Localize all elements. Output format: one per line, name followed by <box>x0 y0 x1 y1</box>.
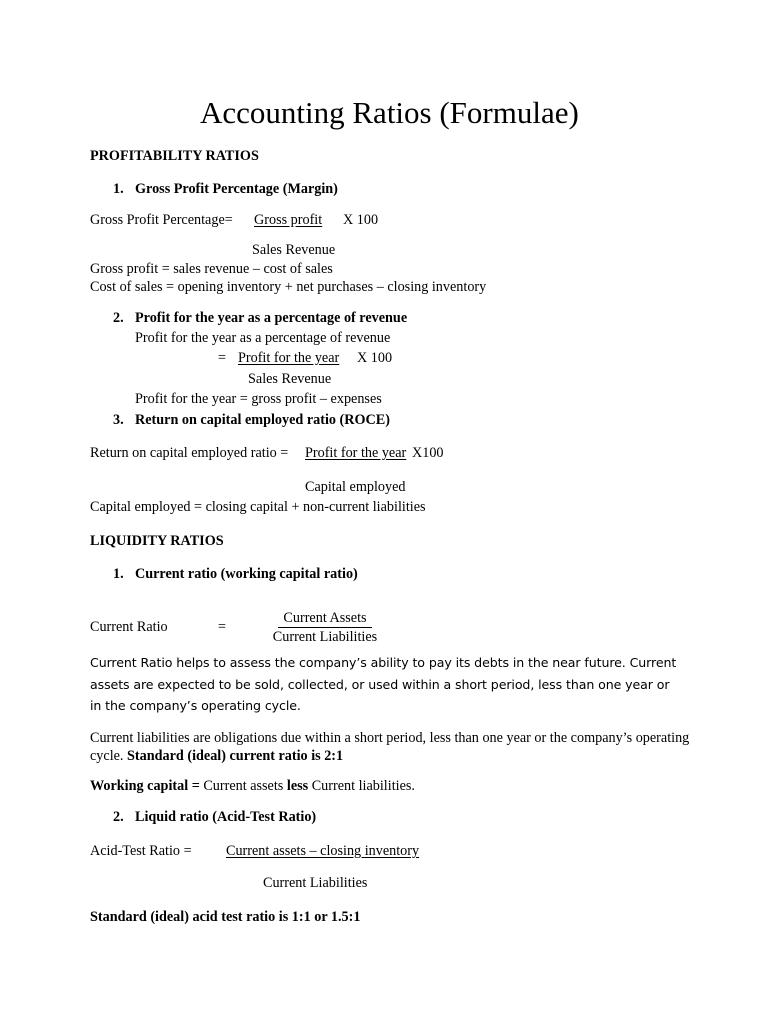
subheading-acid-test: Liquid ratio (Acid-Test Ratio) <box>135 809 317 825</box>
roce-denominator: Capital employed <box>305 479 406 495</box>
current-ratio-label: Current Ratio <box>90 619 168 635</box>
current-ratio-numerator: Current Assets <box>278 609 372 628</box>
item-number: 2. <box>113 809 124 825</box>
roce-numerator: Profit for the year <box>305 445 407 461</box>
item-number: 1. <box>113 566 124 582</box>
current-ratio-equals: = <box>218 619 227 635</box>
gp-formula-label: Gross Profit Percentage= <box>90 212 233 228</box>
section-heading-profitability: PROFITABILITY RATIOS <box>90 148 259 164</box>
working-capital-less: less <box>286 778 309 794</box>
item-number: 1. <box>113 181 124 197</box>
working-capital-b: Current liabilities. <box>311 778 415 794</box>
gp-numerator: Gross profit <box>254 212 323 228</box>
acid-test-standard: Standard (ideal) acid test ratio is 1:1 or 1.5:1 <box>90 909 361 925</box>
gp-multiplier: X 100 <box>343 212 379 228</box>
pfy-multiplier: X 100 <box>357 350 393 366</box>
subheading-profit-for-year: Profit for the year as a percentage of revenue <box>135 310 408 326</box>
subheading-current-ratio: Current ratio (working capital ratio) <box>135 566 358 582</box>
current-ratio-fraction <box>268 609 382 646</box>
item-number: 2. <box>113 310 124 326</box>
current-ratio-denominator: Current Liabilities <box>272 629 378 645</box>
working-capital-label: Working capital = <box>90 778 200 794</box>
pfy-label: Profit for the year as a percentage of revenue <box>135 330 391 346</box>
pfy-numerator: Profit for the year <box>238 350 340 366</box>
acid-test-denominator: Current Liabilities <box>263 875 368 891</box>
capital-employed-definition: Capital employed = closing capital + non-current liabilities <box>90 499 426 515</box>
gp-denominator: Sales Revenue <box>252 242 336 258</box>
acid-test-numerator: Current assets – closing inventory <box>226 843 420 859</box>
working-capital-line <box>90 778 415 795</box>
roce-multiplier: X100 <box>412 445 444 461</box>
current-liabilities-text: Current liabilities are obligations due within a short period, less than one year or the company’s operating cycle. <box>90 730 690 764</box>
pfy-definition: Profit for the year = gross profit – expenses <box>135 391 382 407</box>
acid-test-label: Acid-Test Ratio = <box>90 843 192 859</box>
roce-formula-label: Return on capital employed ratio = <box>90 445 289 461</box>
cost-of-sales-definition: Cost of sales = opening inventory + net purchases – closing inventory <box>90 279 487 295</box>
current-ratio-explanation: Current Ratio helps to assess the company’s ability to pay its debts in the near future. Current assets are expected to be sold, collected, or used within a short period, less than one year or in the company’s operating cycle. <box>90 655 677 713</box>
pfy-equals: = <box>218 350 227 366</box>
pfy-denominator: Sales Revenue <box>248 371 332 387</box>
page-title: Accounting Ratios (Formulae) <box>200 95 579 130</box>
working-capital-a: Current assets <box>203 778 284 794</box>
section-heading-liquidity: LIQUIDITY RATIOS <box>90 533 224 549</box>
subheading-roce: Return on capital employed ratio (ROCE) <box>135 412 390 428</box>
current-liabilities-explanation <box>90 729 690 765</box>
item-number: 3. <box>113 412 124 428</box>
subheading-gross-profit: Gross Profit Percentage (Margin) <box>135 181 338 197</box>
current-ratio-standard: Standard (ideal) current ratio is 2:1 <box>127 748 344 764</box>
gp-definition: Gross profit = sales revenue – cost of sales <box>90 261 333 277</box>
